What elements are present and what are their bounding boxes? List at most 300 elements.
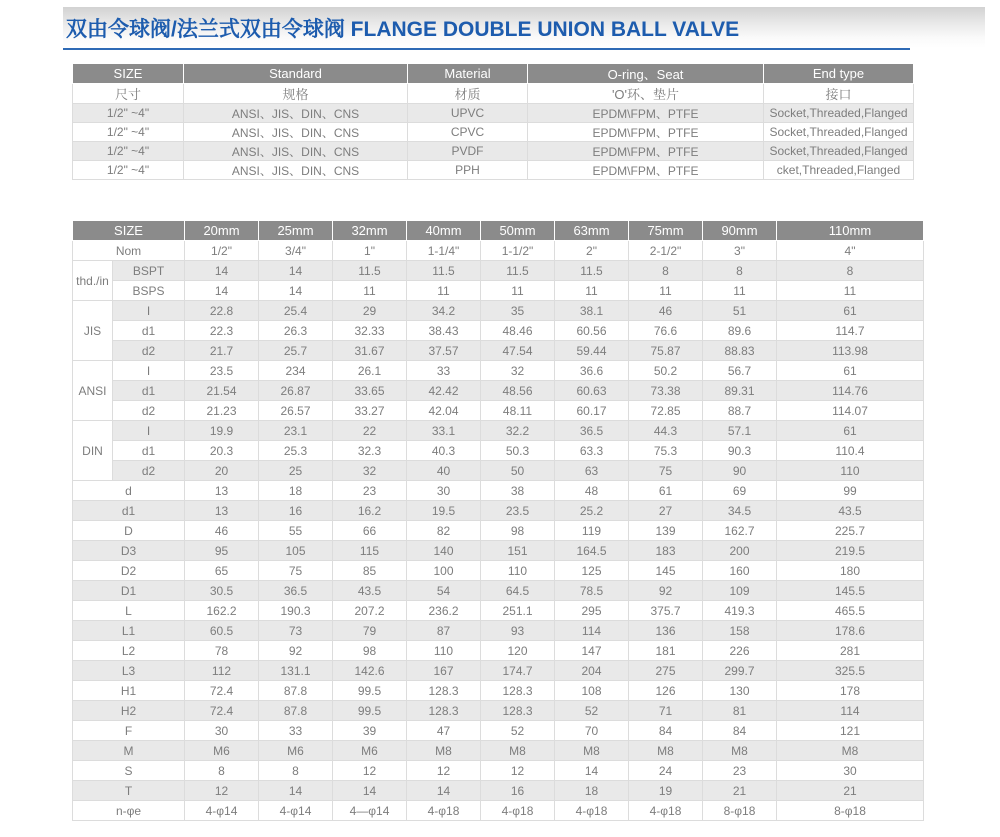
value-cell: 114.7 <box>777 321 924 341</box>
value-cell: 200 <box>703 541 777 561</box>
dims-row <box>73 321 924 341</box>
value-cell: 30 <box>777 761 924 781</box>
spec-cell: ANSI、JIS、DIN、CNS <box>184 123 408 142</box>
value-cell: 12 <box>185 781 259 801</box>
value-cell: 11.5 <box>481 261 555 281</box>
dims-row <box>73 501 924 521</box>
value-cell: 1-1/4" <box>407 241 481 261</box>
row-label: Nom <box>73 241 185 261</box>
value-cell: 50.2 <box>629 361 703 381</box>
value-cell: 140 <box>407 541 481 561</box>
value-cell: 33.65 <box>333 381 407 401</box>
dims-row <box>73 621 924 641</box>
value-cell: 14 <box>185 261 259 281</box>
size-column-header: 20mm <box>185 221 259 241</box>
value-cell: 207.2 <box>333 601 407 621</box>
value-cell: 42.42 <box>407 381 481 401</box>
value-cell: M8 <box>703 741 777 761</box>
dims-row <box>73 721 924 741</box>
value-cell: 44.3 <box>629 421 703 441</box>
value-cell: 234 <box>259 361 333 381</box>
row-label: L <box>73 601 185 621</box>
value-cell: 78.5 <box>555 581 629 601</box>
column-header-cn: 规格 <box>184 84 408 104</box>
value-cell: 48.11 <box>481 401 555 421</box>
value-cell: 22.3 <box>185 321 259 341</box>
value-cell: 61 <box>777 361 924 381</box>
value-cell: 11 <box>555 281 629 301</box>
value-cell: 21.7 <box>185 341 259 361</box>
value-cell: 375.7 <box>629 601 703 621</box>
spec-cell: 1/2" ~4" <box>73 142 184 161</box>
value-cell: 419.3 <box>703 601 777 621</box>
value-cell: 13 <box>185 481 259 501</box>
value-cell: 147 <box>555 641 629 661</box>
value-cell: 84 <box>703 721 777 741</box>
value-cell: 8 <box>629 261 703 281</box>
value-cell: 88.83 <box>703 341 777 361</box>
value-cell: 72.4 <box>185 681 259 701</box>
value-cell: 69 <box>703 481 777 501</box>
value-cell: 151 <box>481 541 555 561</box>
value-cell: 23.1 <box>259 421 333 441</box>
value-cell: 32.33 <box>333 321 407 341</box>
value-cell: 61 <box>629 481 703 501</box>
value-cell: 70 <box>555 721 629 741</box>
value-cell: 12 <box>333 761 407 781</box>
dims-row <box>73 461 924 481</box>
value-cell: 25.4 <box>259 301 333 321</box>
value-cell: 22.8 <box>185 301 259 321</box>
value-cell: 8 <box>259 761 333 781</box>
row-label: M <box>73 741 185 761</box>
title-underline <box>63 48 910 50</box>
value-cell: 128.3 <box>481 681 555 701</box>
value-cell: 48 <box>555 481 629 501</box>
value-cell: 16.2 <box>333 501 407 521</box>
value-cell: 95 <box>185 541 259 561</box>
size-column-header: 63mm <box>555 221 629 241</box>
value-cell: 183 <box>629 541 703 561</box>
value-cell: 99.5 <box>333 701 407 721</box>
dims-header-row <box>73 221 924 241</box>
spec-cell: PPH <box>408 161 528 180</box>
value-cell: 4-φ18 <box>407 801 481 821</box>
row-label: S <box>73 761 185 781</box>
column-header-cn: 接口 <box>764 84 914 104</box>
value-cell: 63 <box>555 461 629 481</box>
value-cell: 126 <box>629 681 703 701</box>
value-cell: 3/4" <box>259 241 333 261</box>
spec-cell: ANSI、JIS、DIN、CNS <box>184 142 408 161</box>
value-cell: 47.54 <box>481 341 555 361</box>
value-cell: 50.3 <box>481 441 555 461</box>
row-label: I <box>113 361 185 381</box>
value-cell: 27 <box>629 501 703 521</box>
value-cell: 125 <box>555 561 629 581</box>
value-cell: 32 <box>333 461 407 481</box>
value-cell: 36.5 <box>555 421 629 441</box>
dims-row <box>73 441 924 461</box>
value-cell: 21 <box>703 781 777 801</box>
value-cell: 2-1/2" <box>629 241 703 261</box>
dims-row <box>73 581 924 601</box>
value-cell: 90 <box>703 461 777 481</box>
value-cell: 225.7 <box>777 521 924 541</box>
value-cell: 34.5 <box>703 501 777 521</box>
value-cell: 178 <box>777 681 924 701</box>
value-cell: 130 <box>703 681 777 701</box>
spec-cell: 1/2" ~4" <box>73 123 184 142</box>
spec-cell: EPDM\FPM、PTFE <box>528 104 764 123</box>
value-cell: 72.4 <box>185 701 259 721</box>
spec-cell: CPVC <box>408 123 528 142</box>
value-cell: M8 <box>555 741 629 761</box>
row-label: H2 <box>73 701 185 721</box>
row-label: d1 <box>113 441 185 461</box>
dims-row <box>73 361 924 381</box>
value-cell: 61 <box>777 301 924 321</box>
value-cell: 23.5 <box>185 361 259 381</box>
value-cell: 162.2 <box>185 601 259 621</box>
value-cell: 14 <box>185 281 259 301</box>
spec-cell: EPDM\FPM、PTFE <box>528 142 764 161</box>
column-header: Standard <box>184 64 408 84</box>
value-cell: 99.5 <box>333 681 407 701</box>
size-column-header: 25mm <box>259 221 333 241</box>
dims-row <box>73 801 924 821</box>
value-cell: 18 <box>259 481 333 501</box>
row-label: H1 <box>73 681 185 701</box>
value-cell: 71 <box>629 701 703 721</box>
value-cell: 14 <box>259 261 333 281</box>
group-label: DIN <box>73 421 113 481</box>
value-cell: 50 <box>481 461 555 481</box>
value-cell: 26.57 <box>259 401 333 421</box>
row-label: d1 <box>113 381 185 401</box>
value-cell: 11.5 <box>555 261 629 281</box>
size-column-header: 75mm <box>629 221 703 241</box>
value-cell: 12 <box>481 761 555 781</box>
value-cell: 59.44 <box>555 341 629 361</box>
value-cell: 110.4 <box>777 441 924 461</box>
value-cell: 87 <box>407 621 481 641</box>
value-cell: 14 <box>407 781 481 801</box>
value-cell: 73 <box>259 621 333 641</box>
spec-table <box>72 63 914 180</box>
dims-row <box>73 301 924 321</box>
value-cell: 92 <box>629 581 703 601</box>
spec-cell: EPDM\FPM、PTFE <box>528 161 764 180</box>
value-cell: 60.5 <box>185 621 259 641</box>
value-cell: 72.85 <box>629 401 703 421</box>
dims-row <box>73 661 924 681</box>
spec-header-row-cn <box>73 84 914 104</box>
value-cell: M6 <box>185 741 259 761</box>
value-cell: 295 <box>555 601 629 621</box>
value-cell: 33 <box>259 721 333 741</box>
size-column-header: 90mm <box>703 221 777 241</box>
column-header: Material <box>408 64 528 84</box>
value-cell: 1/2" <box>185 241 259 261</box>
dims-row <box>73 261 924 281</box>
dims-row <box>73 341 924 361</box>
value-cell: 36.5 <box>259 581 333 601</box>
spec-row <box>73 123 914 142</box>
value-cell: 36.6 <box>555 361 629 381</box>
size-column-header: 40mm <box>407 221 481 241</box>
value-cell: 98 <box>333 641 407 661</box>
value-cell: 21 <box>777 781 924 801</box>
row-label: d2 <box>113 401 185 421</box>
row-label: d1 <box>113 321 185 341</box>
value-cell: 21.54 <box>185 381 259 401</box>
value-cell: 11 <box>333 281 407 301</box>
value-cell: 65 <box>185 561 259 581</box>
row-label: d <box>73 481 185 501</box>
value-cell: 57.1 <box>703 421 777 441</box>
value-cell: 92 <box>259 641 333 661</box>
value-cell: 11 <box>703 281 777 301</box>
value-cell: 47 <box>407 721 481 741</box>
value-cell: 139 <box>629 521 703 541</box>
value-cell: 8 <box>777 261 924 281</box>
group-label: JIS <box>73 301 113 361</box>
row-label: D3 <box>73 541 185 561</box>
dims-row <box>73 421 924 441</box>
value-cell: 204 <box>555 661 629 681</box>
value-cell: 11 <box>777 281 924 301</box>
value-cell: 11 <box>481 281 555 301</box>
value-cell: 20 <box>185 461 259 481</box>
value-cell: M8 <box>407 741 481 761</box>
value-cell: 162.7 <box>703 521 777 541</box>
value-cell: 25 <box>259 461 333 481</box>
dims-row <box>73 561 924 581</box>
value-cell: 226 <box>703 641 777 661</box>
value-cell: 115 <box>333 541 407 561</box>
value-cell: 236.2 <box>407 601 481 621</box>
row-label: T <box>73 781 185 801</box>
value-cell: 113.98 <box>777 341 924 361</box>
value-cell: 1-1/2" <box>481 241 555 261</box>
value-cell: 20.3 <box>185 441 259 461</box>
value-cell: 174.7 <box>481 661 555 681</box>
value-cell: 114 <box>777 701 924 721</box>
dims-row <box>73 601 924 621</box>
value-cell: 25.7 <box>259 341 333 361</box>
spec-row <box>73 104 914 123</box>
row-label: d2 <box>113 461 185 481</box>
value-cell: 37.57 <box>407 341 481 361</box>
value-cell: 12 <box>407 761 481 781</box>
row-label: d2 <box>113 341 185 361</box>
dims-row <box>73 401 924 421</box>
value-cell: 4-φ14 <box>259 801 333 821</box>
value-cell: 114.76 <box>777 381 924 401</box>
value-cell: 35 <box>481 301 555 321</box>
spec-cell: ANSI、JIS、DIN、CNS <box>184 104 408 123</box>
dims-row <box>73 541 924 561</box>
value-cell: 128.3 <box>407 701 481 721</box>
column-header-cn: 'O'环、垫片 <box>528 84 764 104</box>
value-cell: 75 <box>629 461 703 481</box>
value-cell: 19.5 <box>407 501 481 521</box>
value-cell: 105 <box>259 541 333 561</box>
value-cell: 1" <box>333 241 407 261</box>
value-cell: 275 <box>629 661 703 681</box>
value-cell: 75.3 <box>629 441 703 461</box>
value-cell: 46 <box>629 301 703 321</box>
value-cell: 60.56 <box>555 321 629 341</box>
value-cell: 465.5 <box>777 601 924 621</box>
value-cell: 13 <box>185 501 259 521</box>
value-cell: 66 <box>333 521 407 541</box>
value-cell: 32.2 <box>481 421 555 441</box>
value-cell: 51 <box>703 301 777 321</box>
value-cell: 88.7 <box>703 401 777 421</box>
value-cell: 128.3 <box>407 681 481 701</box>
row-label: d1 <box>73 501 185 521</box>
column-header-cn: 材质 <box>408 84 528 104</box>
value-cell: 18 <box>555 781 629 801</box>
value-cell: 108 <box>555 681 629 701</box>
value-cell: 33.27 <box>333 401 407 421</box>
value-cell: 33.1 <box>407 421 481 441</box>
value-cell: 32 <box>481 361 555 381</box>
value-cell: 180 <box>777 561 924 581</box>
dims-row <box>73 281 924 301</box>
row-label: L2 <box>73 641 185 661</box>
spec-cell: PVDF <box>408 142 528 161</box>
dims-row <box>73 641 924 661</box>
value-cell: 43.5 <box>333 581 407 601</box>
value-cell: 89.6 <box>703 321 777 341</box>
value-cell: 22 <box>333 421 407 441</box>
value-cell: 110 <box>407 641 481 661</box>
value-cell: 160 <box>703 561 777 581</box>
size-column-header: 50mm <box>481 221 555 241</box>
size-column-header: 110mm <box>777 221 924 241</box>
row-label: D2 <box>73 561 185 581</box>
row-label: n-φe <box>73 801 185 821</box>
dims-row <box>73 741 924 761</box>
value-cell: 60.17 <box>555 401 629 421</box>
spec-header-row <box>73 64 914 84</box>
value-cell: 76.6 <box>629 321 703 341</box>
value-cell: 63.3 <box>555 441 629 461</box>
spec-row <box>73 161 914 180</box>
value-cell: 121 <box>777 721 924 741</box>
value-cell: 93 <box>481 621 555 641</box>
dims-row <box>73 381 924 401</box>
spec-cell: EPDM\FPM、PTFE <box>528 123 764 142</box>
value-cell: 26.1 <box>333 361 407 381</box>
value-cell: M8 <box>481 741 555 761</box>
value-cell: 48.46 <box>481 321 555 341</box>
spec-cell: 1/2" ~4" <box>73 104 184 123</box>
value-cell: 25.2 <box>555 501 629 521</box>
spec-cell: ANSI、JIS、DIN、CNS <box>184 161 408 180</box>
value-cell: 110 <box>777 461 924 481</box>
value-cell: 26.87 <box>259 381 333 401</box>
value-cell: 145.5 <box>777 581 924 601</box>
size-column-header: 32mm <box>333 221 407 241</box>
spec-cell: Socket,Threaded,Flanged <box>764 142 914 161</box>
value-cell: 23.5 <box>481 501 555 521</box>
value-cell: 219.5 <box>777 541 924 561</box>
value-cell: 14 <box>259 281 333 301</box>
value-cell: 55 <box>259 521 333 541</box>
dimension-table <box>72 220 924 821</box>
dims-row <box>73 481 924 501</box>
value-cell: 34.2 <box>407 301 481 321</box>
value-cell: 52 <box>481 721 555 741</box>
value-cell: 23 <box>703 761 777 781</box>
value-cell: 85 <box>333 561 407 581</box>
value-cell: 30.5 <box>185 581 259 601</box>
value-cell: 32.3 <box>333 441 407 461</box>
value-cell: 120 <box>481 641 555 661</box>
value-cell: 23 <box>333 481 407 501</box>
value-cell: 19.9 <box>185 421 259 441</box>
value-cell: 2" <box>555 241 629 261</box>
value-cell: 38 <box>481 481 555 501</box>
value-cell: 119 <box>555 521 629 541</box>
group-label: thd./in <box>73 261 113 301</box>
value-cell: 114 <box>555 621 629 641</box>
row-label: I <box>113 421 185 441</box>
value-cell: 46 <box>185 521 259 541</box>
value-cell: 38.1 <box>555 301 629 321</box>
row-label: D1 <box>73 581 185 601</box>
value-cell: 90.3 <box>703 441 777 461</box>
value-cell: 299.7 <box>703 661 777 681</box>
value-cell: 64.5 <box>481 581 555 601</box>
row-label: BSPS <box>113 281 185 301</box>
column-header: End type <box>764 64 914 84</box>
dims-row <box>73 781 924 801</box>
value-cell: 29 <box>333 301 407 321</box>
spec-cell: 1/2" ~4" <box>73 161 184 180</box>
value-cell: 87.8 <box>259 681 333 701</box>
value-cell: 99 <box>777 481 924 501</box>
value-cell: 73.38 <box>629 381 703 401</box>
value-cell: 181 <box>629 641 703 661</box>
value-cell: 167 <box>407 661 481 681</box>
value-cell: 8-φ18 <box>703 801 777 821</box>
value-cell: 8 <box>185 761 259 781</box>
value-cell: 11.5 <box>407 261 481 281</box>
value-cell: 178.6 <box>777 621 924 641</box>
value-cell: 42.04 <box>407 401 481 421</box>
value-cell: 43.5 <box>777 501 924 521</box>
value-cell: 56.7 <box>703 361 777 381</box>
value-cell: 98 <box>481 521 555 541</box>
dims-row <box>73 701 924 721</box>
value-cell: 8-φ18 <box>777 801 924 821</box>
value-cell: 61 <box>777 421 924 441</box>
value-cell: 84 <box>629 721 703 741</box>
value-cell: 164.5 <box>555 541 629 561</box>
row-label: I <box>113 301 185 321</box>
value-cell: 30 <box>407 481 481 501</box>
value-cell: 114.07 <box>777 401 924 421</box>
value-cell: 26.3 <box>259 321 333 341</box>
value-cell: 60.63 <box>555 381 629 401</box>
value-cell: 14 <box>555 761 629 781</box>
value-cell: 52 <box>555 701 629 721</box>
